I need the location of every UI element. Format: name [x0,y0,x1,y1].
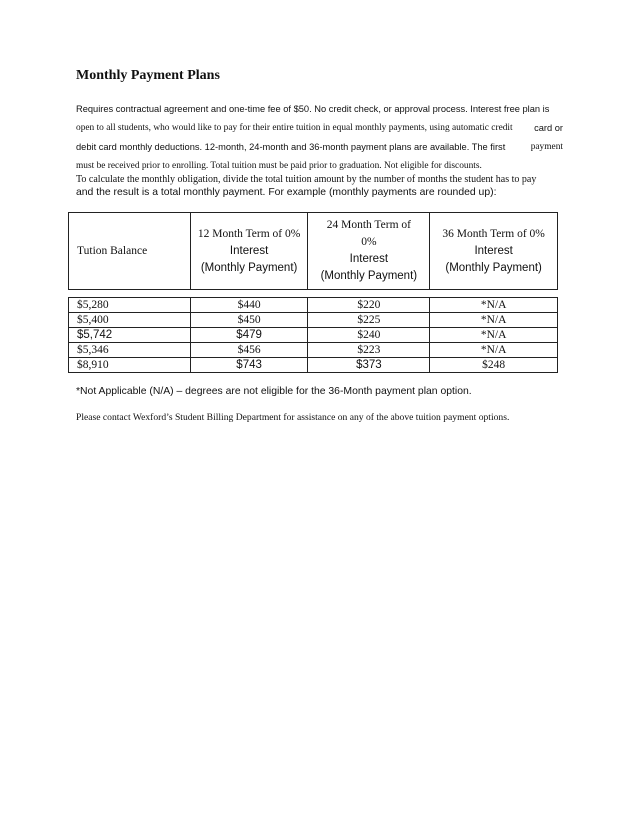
header-text: Interest [474,244,513,257]
calc-paragraph [76,170,563,202]
payment-plan-table [68,212,558,373]
header-text: (Monthly Payment) [200,261,298,274]
balance-cell: $8,910 [69,358,191,373]
payment-24-cell: $220 [308,298,430,313]
header-text: Interest [349,253,389,265]
payment-24-cell: $240 [308,328,430,343]
footnote: *Not Applicable (N/A) – degrees are not eligible for the 36-Month payment plan option. [76,386,472,397]
table-row [69,328,558,343]
header-text: 36 Month Term of 0% [442,227,545,240]
header-text: (Monthly Payment) [445,261,542,274]
table-spacer-row [69,290,558,298]
header-text: Interest [229,244,269,257]
payment-12-cell: $440 [190,298,308,313]
table-row [69,298,558,313]
intro-text: payment [530,142,563,152]
intro-text: must be received prior to enrolling. Total tuition must be paid prior to graduation. Not eligible for discounts. [76,161,482,171]
intro-text: card or [534,123,563,133]
calc-text: and the result is a total monthly payment. For example (monthly payments are rounded up): [76,187,497,198]
balance-cell: $5,280 [69,298,191,313]
page-title: Monthly Payment Plans [76,68,220,83]
payment-12-cell: $450 [190,313,308,328]
balance-cell: $5,742 [69,328,191,343]
payment-36-cell: $248 [430,358,558,373]
balance-cell: $5,400 [69,313,191,328]
header-balance [69,213,191,290]
intro-text: open to all students, who would like to pay for their entire tuition in equal monthly payments, using automatic credit [76,123,513,133]
intro-line-3 [76,138,563,157]
intro-paragraph [76,100,563,176]
header-12-month [190,213,308,290]
header-text: 24 Month Term of [326,219,411,231]
header-36-month [430,213,558,290]
table-row [69,313,558,328]
intro-line-2 [76,119,563,138]
payment-12-cell: $479 [190,328,308,343]
table-row [69,343,558,358]
header-text: Tution Balance [77,244,148,257]
spacer-cell [69,290,558,298]
intro-text: debit card monthly deductions. 12-month, 24-month and 36-month payment plans are available. The first [76,142,506,152]
table-header-row [69,213,558,290]
header-text: (Monthly Payment) [320,270,418,282]
payment-36-cell: *N/A [430,343,558,358]
header-text: 12 Month Term of 0% [197,227,301,240]
payment-36-cell: *N/A [430,313,558,328]
calc-text: To calculate the monthly obligation, divide the total tuition amount by the number of months the student has to pay [76,174,537,185]
table-row [69,358,558,373]
balance-cell: $5,346 [69,343,191,358]
payment-36-cell: *N/A [430,298,558,313]
payment-12-cell: $456 [190,343,308,358]
intro-text: Requires contractual agreement and one-time fee of $50. No credit check, or approval process. Interest free plan is [76,104,550,114]
header-24-month [308,213,430,290]
header-text: 0% [361,236,377,248]
payment-24-cell: $223 [308,343,430,358]
intro-line-1 [76,100,563,119]
contact-note: Please contact Wexford’s Student Billing Department for assistance on any of the above tuition payment options. [76,412,510,423]
payment-36-cell: *N/A [430,328,558,343]
payment-24-cell: $373 [308,358,430,373]
payment-12-cell: $743 [190,358,308,373]
payment-24-cell: $225 [308,313,430,328]
calc-line-2 [76,183,563,202]
